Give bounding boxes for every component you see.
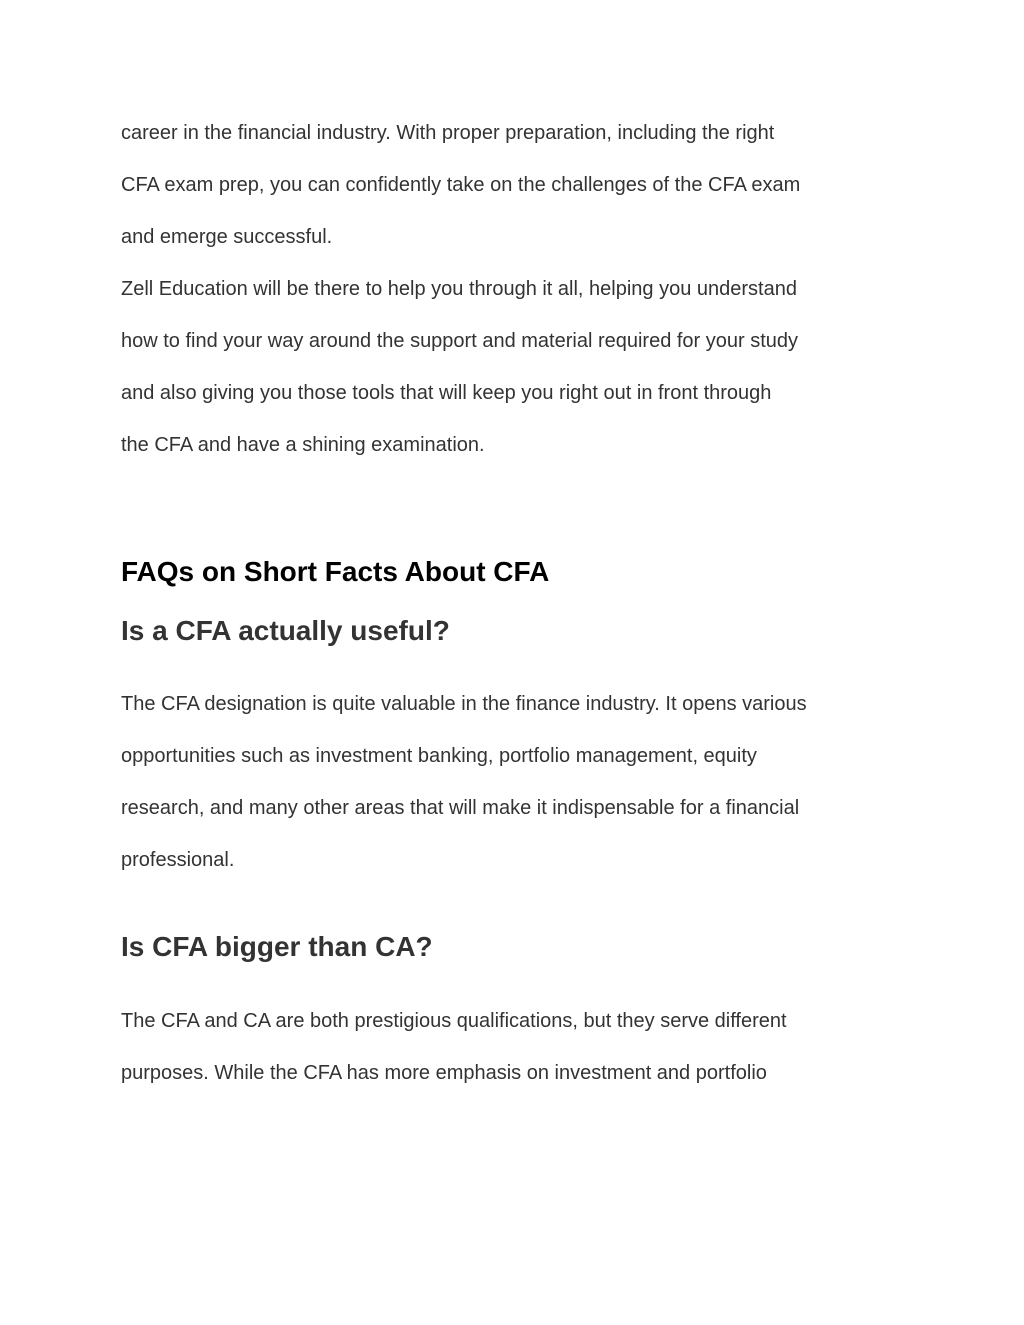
text-line: and also giving you those tools that will keep you right out in front through bbox=[121, 382, 772, 404]
text-line: Zell Education will be there to help you through it all, helping you understand bbox=[121, 278, 797, 300]
text-line: professional. bbox=[121, 849, 235, 871]
text-line: purposes. While the CFA has more emphasis on investment and portfolio bbox=[121, 1062, 767, 1084]
text-line: and emerge successful. bbox=[121, 226, 333, 248]
text-line: how to find your way around the support and material required for your study bbox=[121, 330, 799, 352]
text-line: opportunities such as investment banking, portfolio management, equity bbox=[121, 745, 757, 767]
text-line: career in the financial industry. With proper preparation, including the right bbox=[121, 122, 775, 144]
text-line: The CFA designation is quite valuable in the finance industry. It opens various bbox=[121, 693, 807, 715]
text-line: The CFA and CA are both prestigious qualifications, but they serve different bbox=[121, 1010, 787, 1032]
faq-question: Is CFA bigger than CA? bbox=[121, 931, 433, 962]
text-line: research, and many other areas that will make it indispensable for a financial bbox=[121, 797, 800, 819]
faq-heading: FAQs on Short Facts About CFA bbox=[121, 556, 550, 587]
faq-question: Is a CFA actually useful? bbox=[121, 615, 450, 646]
text-line: the CFA and have a shining examination. bbox=[121, 434, 485, 456]
text-line: CFA exam prep, you can confidently take on the challenges of the CFA exam bbox=[121, 174, 801, 196]
